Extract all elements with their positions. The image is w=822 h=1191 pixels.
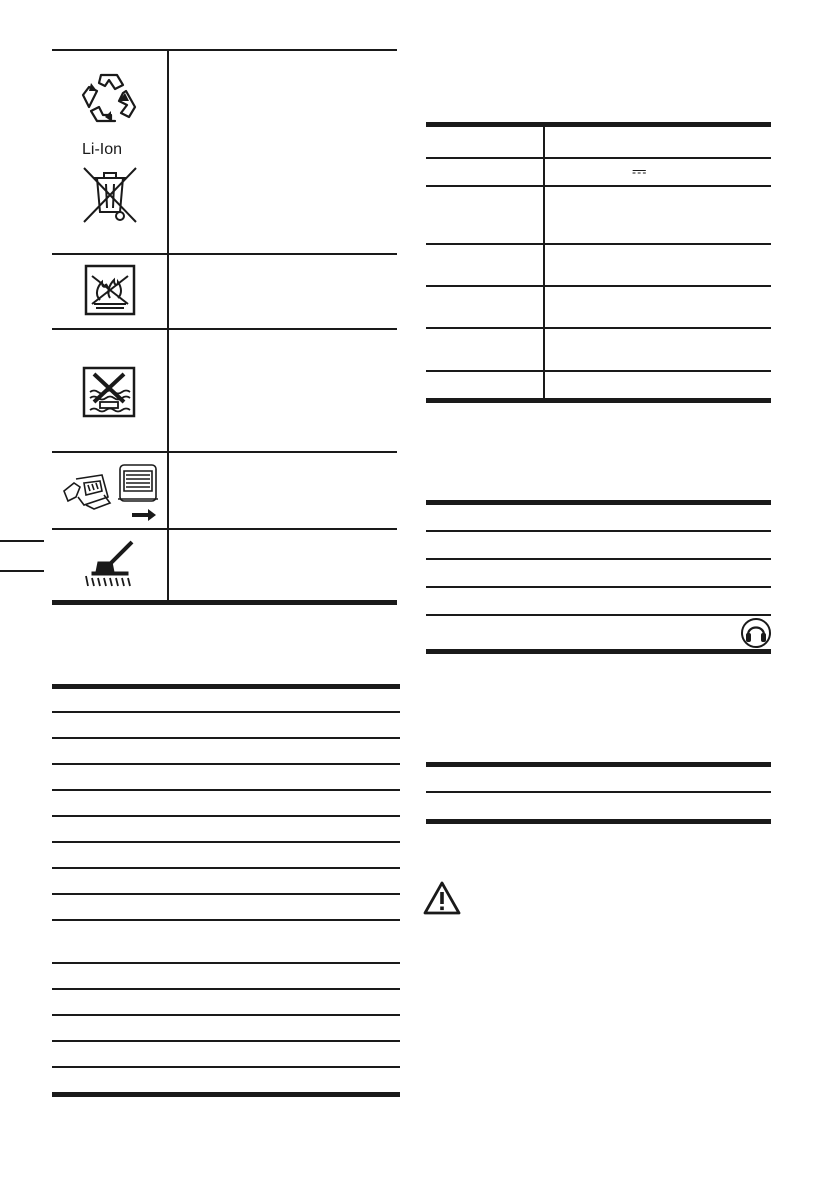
table-rule bbox=[426, 243, 771, 245]
table-bottom-rule bbox=[426, 819, 771, 824]
table-rule bbox=[52, 841, 400, 843]
table-rule bbox=[52, 867, 400, 869]
battery-insert-icon bbox=[58, 461, 162, 523]
table-rule bbox=[426, 791, 771, 793]
table-top-rule bbox=[426, 500, 771, 505]
table-rule bbox=[52, 1014, 400, 1016]
symbol-cell-no-water bbox=[52, 330, 167, 451]
table-rule bbox=[52, 962, 400, 964]
dc-symbol: ⎓ bbox=[632, 161, 647, 182]
table-rule bbox=[52, 737, 400, 739]
symbol-cell-battery-insert bbox=[52, 453, 167, 528]
table-rule bbox=[426, 327, 771, 329]
no-fire-icon bbox=[84, 264, 136, 316]
table-rule bbox=[426, 586, 771, 588]
symbol-cell-surface bbox=[52, 530, 167, 600]
table-top-rule bbox=[426, 122, 771, 127]
table-top-rule bbox=[426, 762, 771, 767]
table-bottom-rule bbox=[426, 398, 771, 403]
table-rule bbox=[426, 530, 771, 532]
table-rule bbox=[426, 370, 771, 372]
table-bottom-rule bbox=[52, 1092, 400, 1097]
table-rule bbox=[52, 789, 400, 791]
table-rule bbox=[426, 558, 771, 560]
symbol-cell-no-fire bbox=[52, 255, 167, 328]
table-rule bbox=[52, 1066, 400, 1068]
table-rule bbox=[52, 711, 400, 713]
table-rule bbox=[52, 763, 400, 765]
table-rule bbox=[52, 988, 400, 990]
surface-cleaning-icon bbox=[80, 538, 140, 590]
table-rule bbox=[426, 285, 771, 287]
table-rule bbox=[52, 1040, 400, 1042]
table-bottom-rule bbox=[426, 649, 771, 654]
table-rule bbox=[52, 893, 400, 895]
crossed-out-bin-icon bbox=[80, 164, 140, 226]
table-rule bbox=[426, 185, 771, 187]
table-rule bbox=[52, 919, 400, 921]
table-bottom-rule bbox=[52, 600, 397, 605]
table-rule bbox=[426, 614, 771, 616]
margin-tab-mark bbox=[0, 540, 44, 542]
margin-tab-mark bbox=[0, 570, 44, 572]
table-divider bbox=[543, 122, 545, 400]
no-water-icon bbox=[82, 366, 136, 418]
warning-icon bbox=[422, 880, 462, 916]
li-ion-label: Li-Ion bbox=[82, 141, 123, 158]
symbol-cell-recycling bbox=[52, 51, 167, 253]
table-divider bbox=[167, 49, 169, 601]
table-rule bbox=[426, 157, 771, 159]
ear-protection-icon bbox=[740, 617, 772, 649]
recycle-icon bbox=[79, 71, 139, 127]
table-rule bbox=[52, 815, 400, 817]
table-top-rule bbox=[52, 684, 400, 689]
